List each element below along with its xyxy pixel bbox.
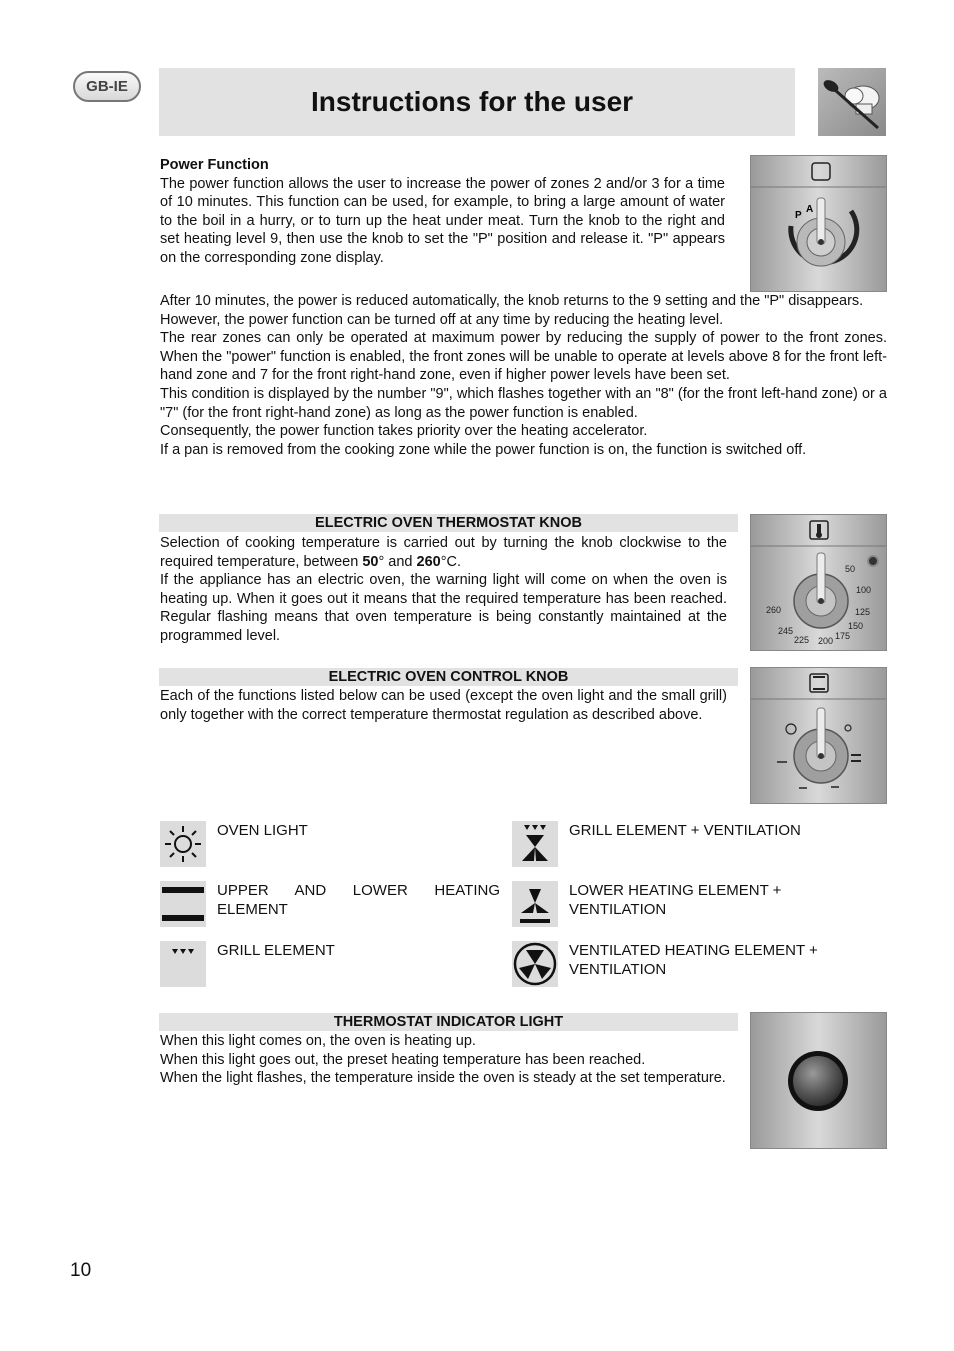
- scale-245: 245: [778, 626, 794, 636]
- power-text-6: If a pan is removed from the cooking zone while the power function is on, the function is switched off.: [160, 441, 807, 458]
- title-bar: [159, 68, 795, 136]
- region-badge: GB-IE: [73, 71, 141, 102]
- power-text-1: After 10 minutes, the power is reduced automatically, the knob returns to the 9 setting and the "P" disappears.: [160, 293, 864, 309]
- power-intro-block: [160, 156, 725, 268]
- scale-125: 125: [855, 607, 871, 617]
- scale-225: 225: [794, 635, 810, 645]
- oven-light-icon: [160, 821, 206, 867]
- power-heading: Power Function: [160, 157, 269, 173]
- thermostat-text-block: [160, 534, 727, 646]
- power-intro: The power function allows the user to increase the power of zones 2 and/or 3 for a time of 10 minutes. This function can be used, for example, to bring a large amount of water to the boil in a hurry, or to turn up the heat under meat. Turn the knob to the right and set heating level 9, then use the knob to set the "P" position and release it. "P" appears on the corresponding zone display.: [160, 175, 725, 266]
- function-label-fan-heating: VENTILATED HEATING ELEMENT + VENTILATION: [569, 942, 818, 978]
- thermostat-text-1: Selection of cooking temperature is carried out by turning the knob clockwise to the required temperature, between 50° and 260°C.: [160, 535, 727, 570]
- chef-hat-spoon-icon: [818, 68, 886, 136]
- grill-ventilation-icon: [512, 821, 558, 867]
- power-text-4: This condition is displayed by the number "9", which flashes together with an "8" (for the front left-hand zone) or a "7" (for the front right-hand zone) as long as the power function is enabled.: [160, 385, 887, 421]
- thermostat-heading: ELECTRIC OVEN THERMOSTAT KNOB: [159, 514, 738, 532]
- scale-100: 100: [856, 585, 872, 595]
- power-text-3: The rear zones can only be operated at maximum power by reducing the supply of power to the front zones. When the "power" function is enabled, the front zones will be unable to operate at levels above 8 for the front left-hand zone and 7 for the front right-hand zone, even if higher power levels have been set.: [160, 330, 887, 384]
- scale-200: 200: [818, 636, 834, 646]
- indicator-text-block: [160, 1032, 727, 1088]
- control-heading: ELECTRIC OVEN CONTROL KNOB: [159, 668, 738, 686]
- function-label-grill-ventilation: GRILL ELEMENT + VENTILATION: [569, 822, 801, 839]
- indicator-heading: THERMOSTAT INDICATOR LIGHT: [159, 1013, 738, 1031]
- power-text-5: Consequently, the power function takes priority over the heating accelerator.: [160, 423, 648, 440]
- function-label-upper-lower-heating: UPPER AND LOWER HEATING ELEMENT: [217, 882, 500, 918]
- upper-lower-heating-icon: [160, 881, 206, 927]
- control-text: Each of the functions listed below can be used (except the oven light and the small grill) only together with the correct temperature thermostat regulation as described above.: [160, 688, 727, 723]
- page-title: Instructions for the user: [311, 86, 634, 117]
- control-knob-image: [750, 667, 887, 804]
- indicator-text-3: When the light flashes, the temperature inside the oven is steady at the set temperature.: [160, 1070, 726, 1087]
- power-knob-image: [750, 155, 887, 292]
- fan-heating-icon: [512, 941, 558, 987]
- grill-element-icon: [160, 941, 206, 987]
- scale-150: 150: [848, 621, 864, 631]
- scale-260: 260: [766, 605, 782, 615]
- lower-heating-ventilation-icon: [512, 881, 558, 927]
- temp-max: 260: [416, 553, 441, 570]
- indicator-light-image: [750, 1012, 887, 1149]
- function-label-grill-element: GRILL ELEMENT: [217, 942, 335, 959]
- function-label-lower-heating-ventilation: LOWER HEATING ELEMENT + VENTILATION: [569, 882, 782, 918]
- indicator-text-2: When this light goes out, the preset heating temperature has been reached.: [160, 1051, 646, 1068]
- indicator-text-1: When this light comes on, the oven is heating up.: [160, 1033, 476, 1049]
- thermostat-text-2: If the appliance has an electric oven, the warning light will come on when the oven is heating up. When it goes out it means that the required temperature has been reached. Regular flashing means that oven temperature is being constantly maintained at the programmed level.: [160, 572, 727, 644]
- knob-label-a: A: [806, 204, 814, 215]
- page-number: 10: [70, 1260, 92, 1281]
- function-label-oven-light: OVEN LIGHT: [217, 822, 308, 839]
- scale-175: 175: [835, 631, 851, 641]
- power-text-2: However, the power function can be turned off at any time by reducing the heating level.: [160, 311, 724, 328]
- knob-label-p: P: [795, 210, 802, 221]
- thermostat-knob-image: [750, 514, 887, 651]
- scale-50: 50: [845, 564, 856, 574]
- power-details-block: [160, 292, 887, 459]
- temp-min: 50: [362, 553, 379, 570]
